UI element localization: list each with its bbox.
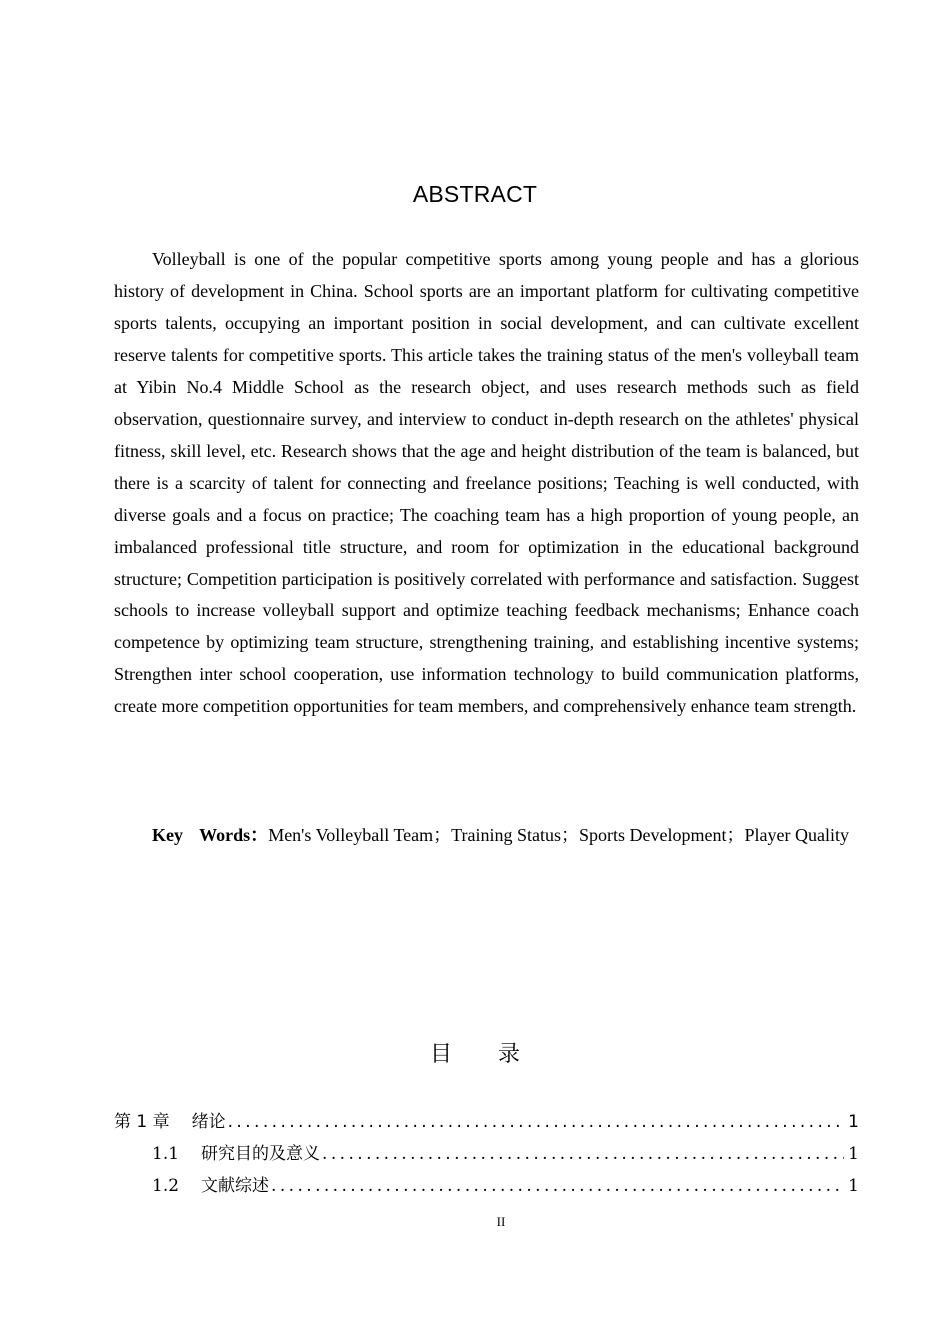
toc-entry-section-1-2[interactable]: [152, 1170, 859, 1202]
toc-entry-page: 1: [848, 1112, 859, 1132]
toc-entry-chapter-1[interactable]: [114, 1106, 859, 1138]
toc-entry-number: 1.2: [152, 1176, 180, 1196]
toc-entry-section-1-1[interactable]: [152, 1138, 859, 1170]
toc-heading: 目录: [429, 1042, 566, 1067]
keywords-label: Key Words：: [152, 825, 269, 845]
abstract-heading: ABSTRACT: [412, 181, 538, 207]
page-number: II: [496, 1214, 506, 1229]
abstract-paragraph: Volleyball is one of the popular competitive sports among young people and has a glorious history of development in China. School sports are an important platform for cultivating competitive sports talents, occupying an important position in social development, and can cultivate excellent reserve talents for competitive sports. This article takes the training status of the men's volleyball team at Yibin No.4 Middle School as the research object, and uses research methods such as field observation, questionnaire survey, and interview to conduct in-depth research on the athletes' physical fitness, skill level, etc. Research shows that the age and height distribution of the team is balanced, but there is a scarcity of talent for connecting and freelance positions; Teaching is well conducted, with diverse goals and a focus on practice; The coaching team has a high proportion of young people, an imbalanced professional title structure, and room for optimization in the educational background structure; Competition participation is positively correlated with performance and satisfaction. Suggest schools to increase volleyball support and optimize teaching feedback mechanisms; Enhance coach competence by optimizing team structure, strengthening training, and establishing incentive systems; Strengthen inter school cooperation, use information technology to build communication platforms, create more competition opportunities for team members, and comprehensively enhance team strength.: [114, 249, 859, 717]
toc-entry-number: 1.1: [152, 1144, 180, 1164]
toc-dot-leader: [322, 1138, 844, 1170]
toc-entry-page: 1: [848, 1176, 859, 1196]
toc-entry-title: 绪论: [191, 1112, 226, 1132]
toc-dot-leader: [228, 1106, 845, 1138]
toc-entry-title: 文献综述: [201, 1176, 270, 1196]
toc-dot-leader: [271, 1170, 844, 1202]
keywords-line: [114, 819, 859, 851]
toc-entry-title: 研究目的及意义: [201, 1144, 321, 1164]
toc-entry-number: 第 1 章: [114, 1112, 170, 1132]
keywords-list: Men's Volleyball Team；Training Status；Sports Development；Player Quality: [268, 825, 849, 845]
toc-entry-page: 1: [848, 1144, 859, 1164]
